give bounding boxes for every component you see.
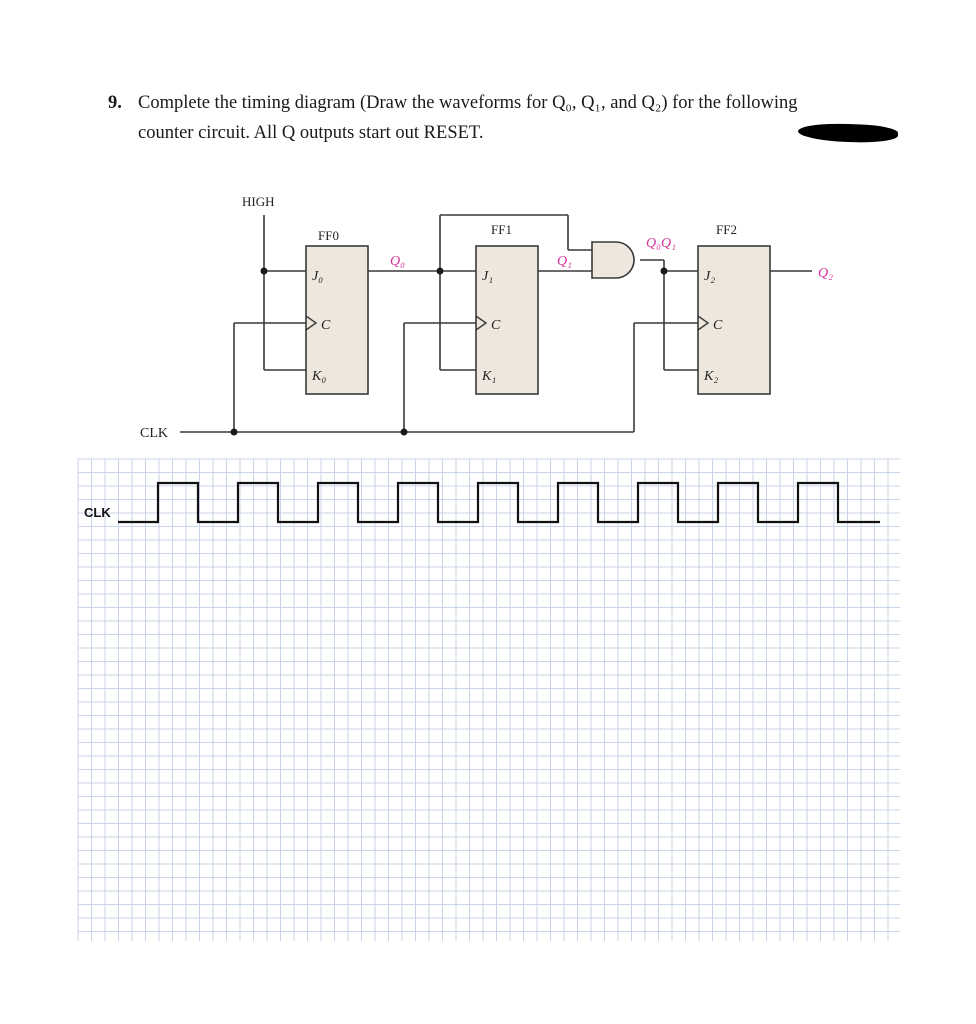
grid-lines <box>78 459 900 941</box>
ff2-j-label: J₂ <box>704 269 716 284</box>
ff0-c-label: C <box>321 318 331 333</box>
ff1-c-label: C <box>491 318 501 333</box>
q1-label: Q₁ <box>557 254 572 269</box>
ff1-name: FF1 <box>491 222 512 237</box>
and-gate <box>592 242 634 278</box>
junction-dot <box>261 268 268 275</box>
ff2-c-label: C <box>713 318 723 333</box>
junction-dot <box>437 268 444 275</box>
ff0-j-label: J₀ <box>312 269 324 284</box>
question-number: 9. <box>108 93 122 113</box>
ff2-name: FF2 <box>716 222 737 237</box>
q2-label: Q₂ <box>818 266 833 281</box>
clk-waveform <box>118 483 880 522</box>
ff0-name: FF0 <box>318 228 339 243</box>
ff2-k-label: K₂ <box>704 369 719 384</box>
question-line-2: counter circuit. All Q outputs start out RESET. <box>138 123 484 143</box>
clk-circuit-label: CLK <box>140 426 168 441</box>
counter-circuit <box>0 170 976 450</box>
ff1-j-label: J₁ <box>482 269 494 284</box>
question-line-1: Complete the timing diagram (Draw the waveforms for Q₀, Q₁, and Q₂) for the following <box>138 93 798 113</box>
ff1-k-label: K₁ <box>482 369 497 384</box>
clk-timing-label: CLK <box>84 505 111 520</box>
junction-dot <box>401 429 408 436</box>
high-label: HIGH <box>242 194 275 209</box>
q0-label: Q₀ <box>390 254 405 269</box>
question-text <box>108 88 908 148</box>
q0q1-label: Q₀Q₁ <box>646 236 676 251</box>
junction-dot <box>231 429 238 436</box>
timing-diagram-grid[interactable] <box>0 455 976 950</box>
junction-dot <box>661 268 668 275</box>
ff0-k-label: K₀ <box>312 369 327 384</box>
